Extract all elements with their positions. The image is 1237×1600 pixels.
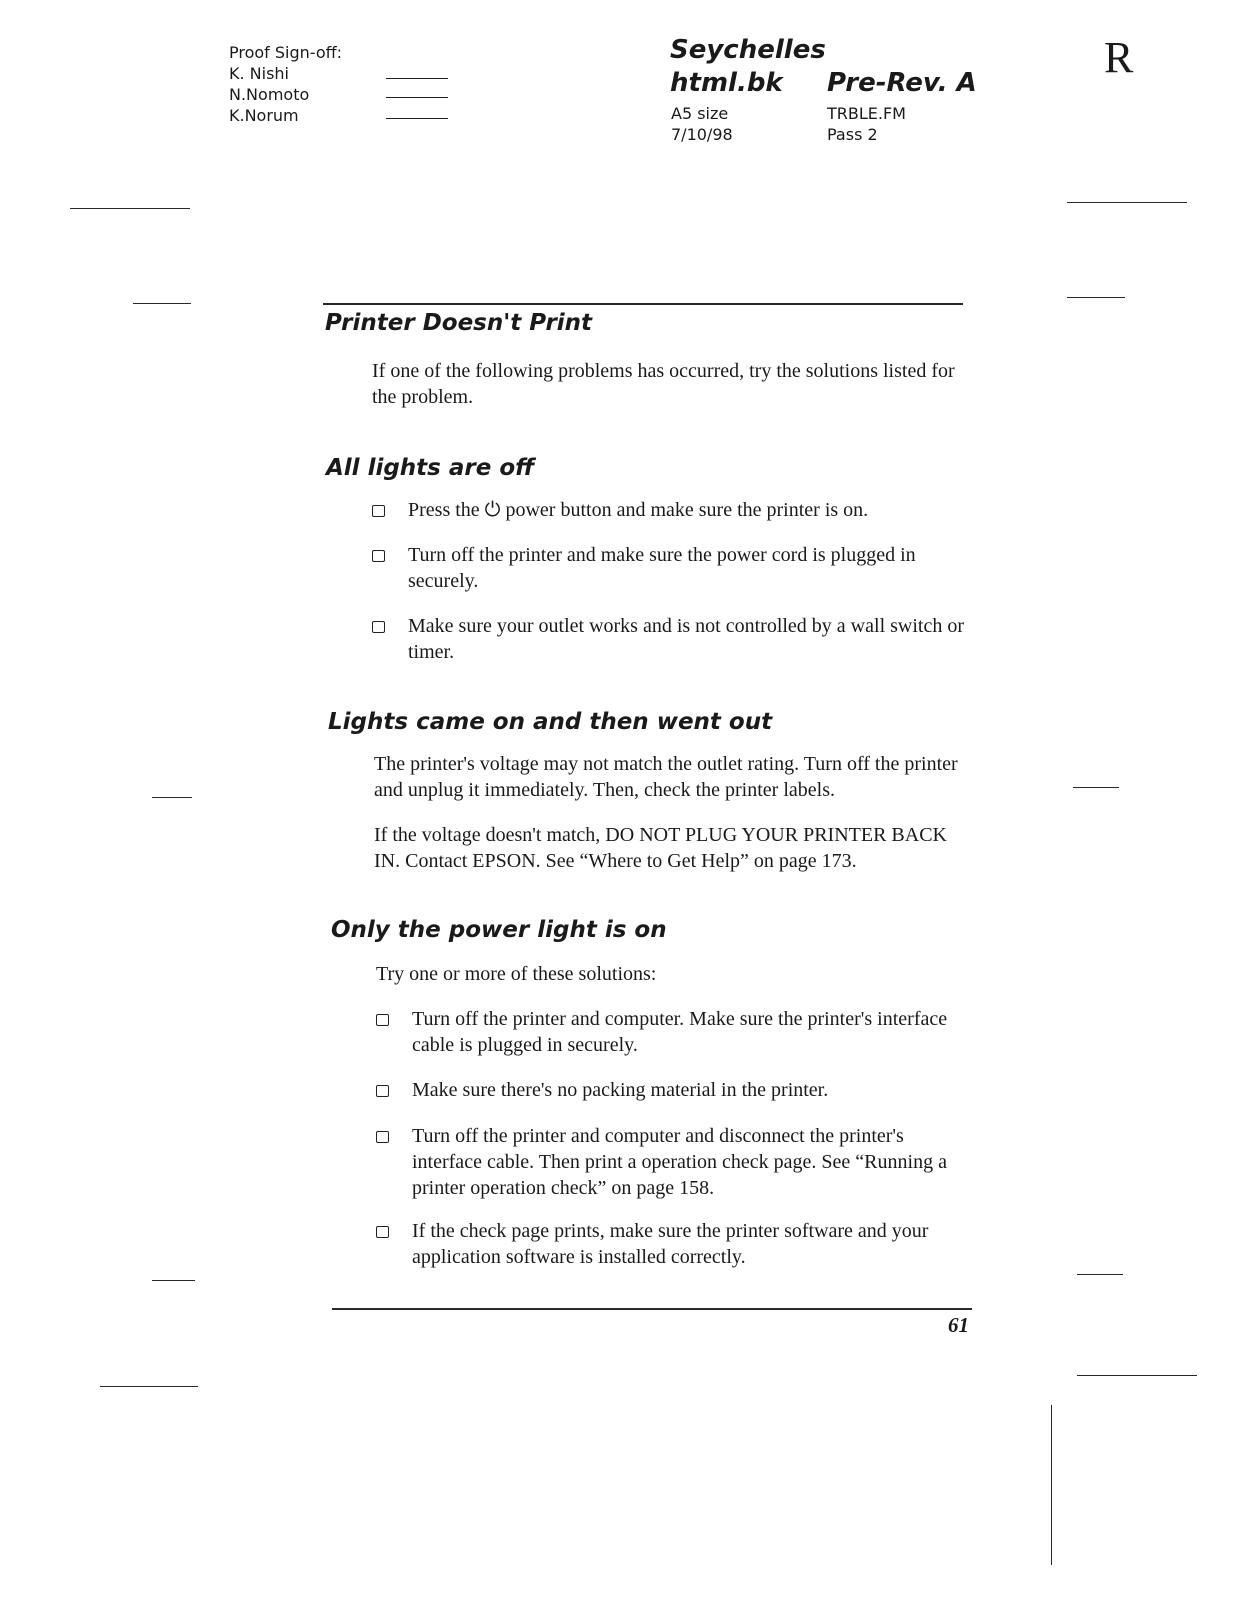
pass-number: Pass 2 <box>827 125 878 144</box>
crop-mark <box>1067 297 1125 298</box>
list-item-text: Turn off the printer and make sure the power cord is plugged in securely. <box>408 544 916 592</box>
checkbox-bullet-icon <box>376 1226 389 1238</box>
revision-label: Pre-Rev. A <box>827 68 977 98</box>
checkbox-bullet-icon <box>372 550 385 562</box>
page-title: Printer Doesn't Print <box>325 310 593 336</box>
section-heading-power-light-only: Only the power light is on <box>331 917 667 943</box>
voltage-paragraph: The printer's voltage may not match the outlet rating. Turn off the printer and unplug it immediately. Then, check the printer labels. <box>374 753 958 801</box>
signoff-name: N.Nomoto <box>229 85 310 104</box>
crop-mark <box>152 797 192 798</box>
crop-mark <box>1077 1375 1197 1376</box>
checkbox-bullet-icon <box>376 1131 389 1143</box>
list-item-text: Make sure your outlet works and is not controlled by a wall switch or timer. <box>408 615 964 663</box>
signature-line <box>386 97 448 98</box>
crop-mark <box>1073 787 1119 788</box>
crop-mark <box>1067 202 1187 203</box>
list-item-text: Turn off the printer and computer. Make sure the printer's interface cable is plugged in securely. <box>412 1008 948 1056</box>
list-item-text: Press the ⏻ power button and make sure the printer is on. <box>408 499 869 521</box>
corner-mark: R <box>1104 33 1134 82</box>
signoff-name: K.Norum <box>229 106 299 125</box>
list-item <box>376 1077 976 1103</box>
intro-paragraph: If one of the following problems has occurred, try the solutions listed for the problem. <box>372 360 955 408</box>
title-rule <box>323 303 963 305</box>
crop-mark <box>100 1386 198 1387</box>
page-size: A5 size <box>671 104 729 123</box>
checkbox-bullet-icon <box>372 505 385 517</box>
project-name: Seychelles <box>670 35 826 65</box>
list-item <box>376 1218 976 1270</box>
checkbox-bullet-icon <box>376 1085 389 1097</box>
list-item-text: Turn off the printer and computer and disconnect the printer's interface cable. Then print a operation check page. See “Running a printer operation check” on page 158. <box>412 1125 947 1199</box>
signoff-title: Proof Sign-off: <box>229 43 343 62</box>
list-item <box>376 1006 976 1058</box>
crop-mark <box>133 303 191 304</box>
signature-line <box>386 78 448 79</box>
solutions-intro: Try one or more of these solutions: <box>376 963 657 985</box>
list-item <box>372 497 972 523</box>
crop-mark <box>1077 1274 1123 1275</box>
signoff-name: K. Nishi <box>229 64 289 83</box>
footer-rule <box>332 1308 972 1310</box>
crop-mark <box>152 1280 195 1281</box>
list-item <box>376 1123 976 1201</box>
checkbox-bullet-icon <box>372 621 385 633</box>
list-item <box>372 542 972 594</box>
crop-mark <box>70 208 190 209</box>
crop-mark <box>1051 1405 1052 1565</box>
book-name: html.bk <box>670 68 783 98</box>
list-item <box>372 613 972 665</box>
file-name: TRBLE.FM <box>827 104 906 123</box>
checkbox-bullet-icon <box>376 1014 389 1026</box>
list-item-text: If the check page prints, make sure the printer software and your application software is installed correctly. <box>412 1220 929 1268</box>
proof-date: 7/10/98 <box>671 125 733 144</box>
section-heading-lights-went-out: Lights came on and then went out <box>328 709 773 735</box>
proof-signoff <box>229 42 342 126</box>
page-number: 61 <box>948 1313 969 1337</box>
section-heading-all-lights-off: All lights are off <box>326 455 535 481</box>
voltage-warning-paragraph: If the voltage doesn't match, DO NOT PLUG YOUR PRINTER BACK IN. Contact EPSON. See “Where to Get Help” on page 173. <box>374 824 947 872</box>
list-item-text: Make sure there's no packing material in the printer. <box>412 1079 829 1101</box>
signature-line <box>386 118 448 119</box>
